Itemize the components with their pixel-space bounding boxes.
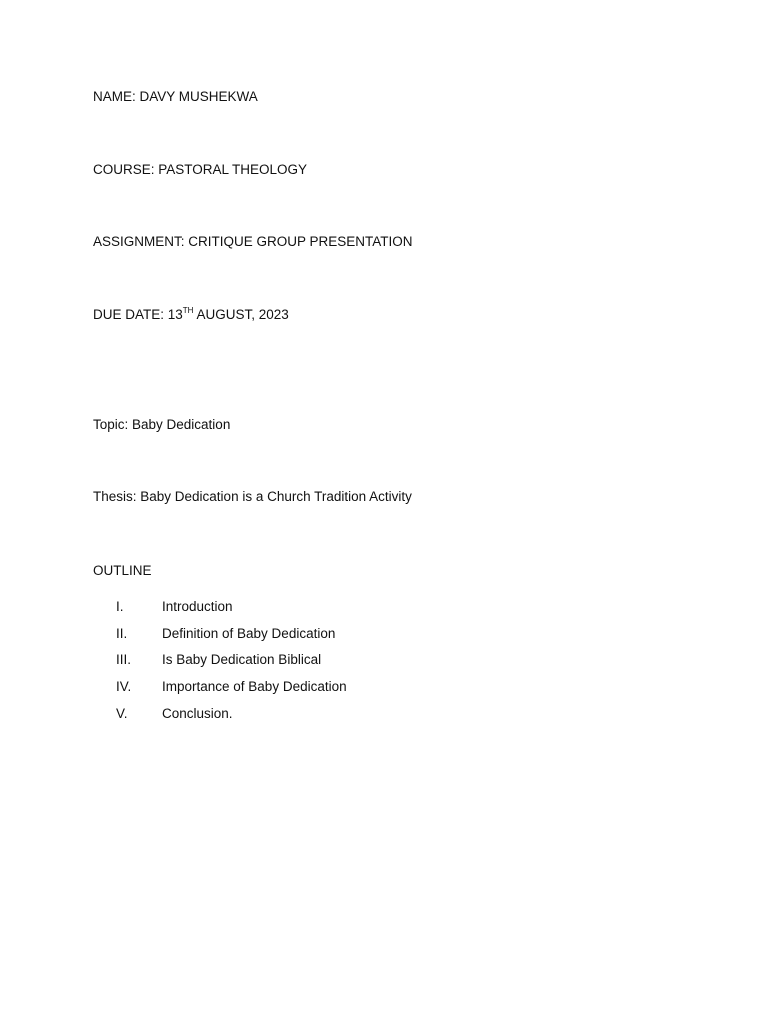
outline-heading: OUTLINE — [93, 563, 152, 578]
outline-item-number: II. — [116, 626, 128, 641]
due-date-superscript: TH — [182, 306, 194, 315]
outline-item-text: Conclusion. — [162, 706, 233, 721]
outline-item — [116, 626, 516, 642]
thesis-line: Thesis: Baby Dedication is a Church Tradition Activity — [93, 489, 412, 504]
outline-item — [116, 652, 516, 668]
outline-item-number: V. — [116, 706, 128, 721]
course-line: COURSE: PASTORAL THEOLOGY — [93, 162, 308, 177]
outline-item-text: Is Baby Dedication Biblical — [162, 652, 322, 667]
outline-item-number: I. — [116, 599, 124, 614]
outline-item-number: III. — [116, 652, 132, 667]
outline-item-text: Importance of Baby Dedication — [162, 679, 347, 694]
assignment-line: ASSIGNMENT: CRITIQUE GROUP PRESENTATION — [93, 234, 413, 249]
topic-line: Topic: Baby Dedication — [93, 417, 231, 432]
student-name: NAME: DAVY MUSHEKWA — [93, 89, 258, 104]
due-date-prefix: DUE DATE: 13 — [93, 307, 183, 322]
outline-item-text: Definition of Baby Dedication — [162, 626, 336, 641]
outline-item-text: Introduction — [162, 599, 233, 614]
outline-item — [116, 706, 516, 722]
outline-item-number: IV. — [116, 679, 132, 694]
outline-item — [116, 599, 516, 615]
due-date-suffix: AUGUST, 2023 — [193, 307, 289, 322]
outline-item — [116, 679, 516, 695]
due-date-line — [93, 307, 289, 323]
